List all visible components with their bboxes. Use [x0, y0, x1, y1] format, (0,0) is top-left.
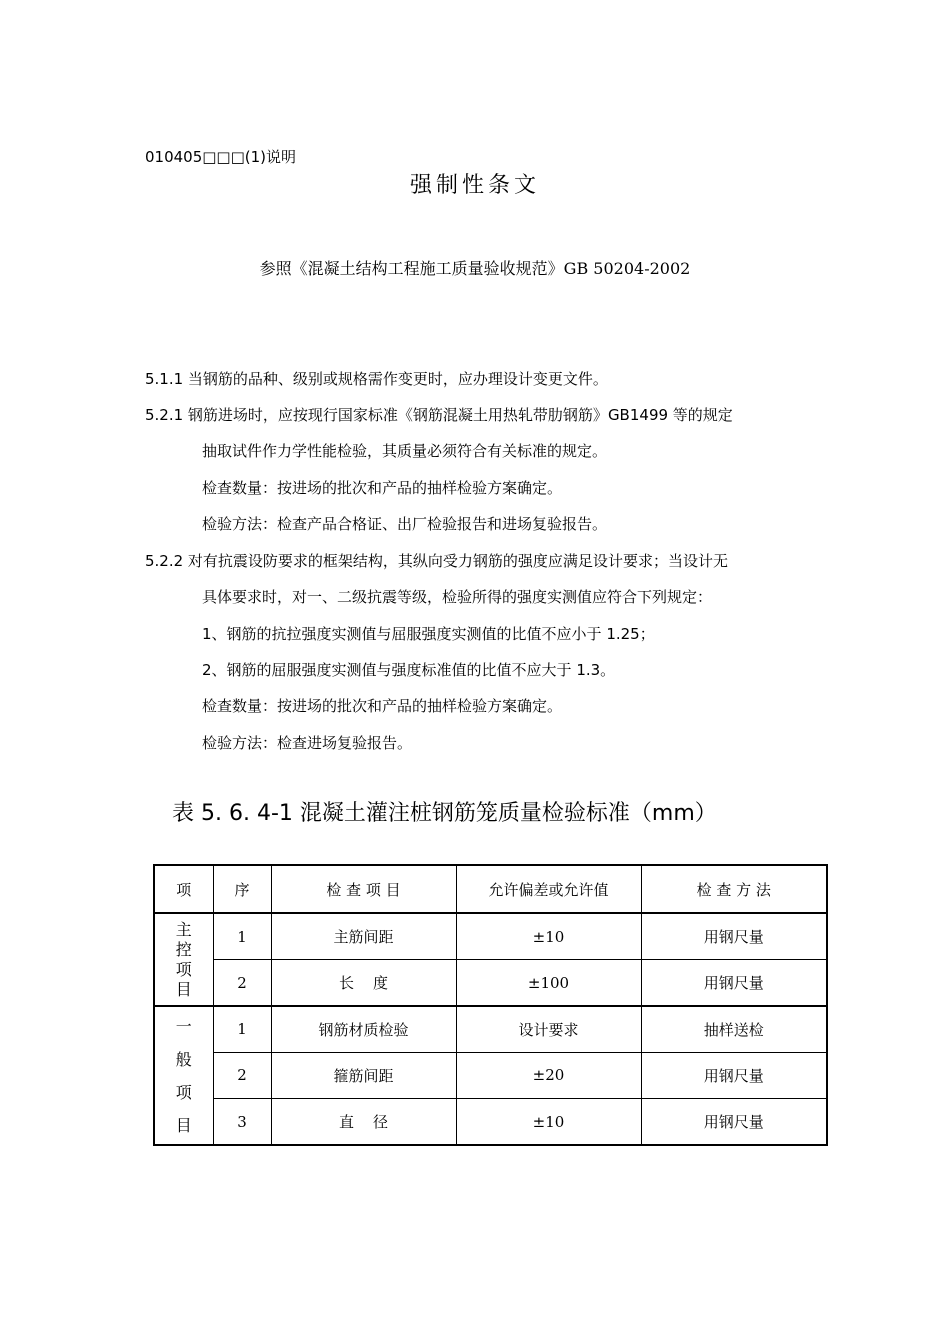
row-tolerance: ±10 [456, 1099, 641, 1145]
document-code: 010405□□□(1)说明 [145, 148, 297, 166]
row-item: 长 度 [271, 960, 456, 1006]
header-category: 项 [154, 865, 213, 913]
inspection-method-2: 检验方法：检查进场复验报告。 [202, 734, 413, 752]
header-tolerance: 允许偏差或允许值 [456, 865, 641, 913]
row-method: 用钢尺量 [641, 1099, 827, 1145]
row-number: 1 [213, 1006, 271, 1052]
row-number: 1 [213, 913, 271, 959]
row-number: 3 [213, 1099, 271, 1145]
header-number: 序 [213, 865, 271, 913]
row-number: 2 [213, 960, 271, 1006]
header-method: 检 查 方 法 [641, 865, 827, 913]
row-method: 用钢尺量 [641, 1052, 827, 1098]
row-item: 箍筋间距 [271, 1052, 456, 1098]
table-row [154, 1006, 827, 1052]
reference-line: 参照《混凝土结构工程施工质量验收规范》GB 50204-2002 [259, 259, 691, 278]
row-method: 用钢尺量 [641, 913, 827, 959]
inspection-quantity-2: 检查数量：按进场的批次和产品的抽样检验方案确定。 [202, 697, 563, 715]
table-title: 表 5. 6. 4-1 混凝土灌注桩钢筋笼质量检验标准（mm） [172, 801, 717, 826]
requirement-2: 2、钢筋的屈服强度实测值与强度标准值的比值不应大于 1.3。 [202, 661, 616, 679]
table-header-row [154, 865, 827, 913]
row-method: 用钢尺量 [641, 960, 827, 1006]
table-row [154, 913, 827, 959]
page-heading: 强制性条文 [409, 173, 540, 198]
table-row [154, 1052, 827, 1098]
row-item: 钢筋材质检验 [271, 1006, 456, 1052]
requirement-1: 1、钢筋的抗拉强度实测值与屈服强度实测值的比值不应小于 1.25； [202, 625, 655, 643]
row-tolerance: ±10 [456, 913, 641, 959]
row-number: 2 [213, 1052, 271, 1098]
row-tolerance: ±20 [456, 1052, 641, 1098]
quality-standard-table [153, 864, 828, 1146]
clause-5-2-1-cont: 抽取试件作力学性能检验，其质量必须符合有关标准的规定。 [202, 442, 608, 460]
inspection-method: 检验方法：检查产品合格证、出厂检验报告和进场复验报告。 [202, 515, 608, 533]
table-row [154, 960, 827, 1006]
clause-5-2-2-cont: 具体要求时，对一、二级抗震等级，检验所得的强度实测值应符合下列规定： [202, 588, 713, 606]
header-item: 检 查 项 目 [271, 865, 456, 913]
table-row [154, 1099, 827, 1145]
group-label-main: 主 控 项 目 [154, 913, 213, 1006]
row-item: 直 径 [271, 1099, 456, 1145]
clause-5-2-2: 5.2.2 对有抗震设防要求的框架结构，其纵向受力钢筋的强度应满足设计要求；当设计无 [145, 552, 728, 570]
group-label-general: 一 般 项 目 [154, 1006, 213, 1145]
clause-5-2-1: 5.2.1 钢筋进场时，应按现行国家标准《钢筋混凝土用热轧带肋钢筋》GB1499 等的规定 [145, 406, 733, 424]
row-tolerance: ±100 [456, 960, 641, 1006]
row-tolerance: 设计要求 [456, 1006, 641, 1052]
clause-5-1-1: 5.1.1 当钢筋的品种、级别或规格需作变更时，应办理设计变更文件。 [145, 370, 608, 388]
inspection-quantity: 检查数量：按进场的批次和产品的抽样检验方案确定。 [202, 479, 563, 497]
row-item: 主筋间距 [271, 913, 456, 959]
row-method: 抽样送检 [641, 1006, 827, 1052]
